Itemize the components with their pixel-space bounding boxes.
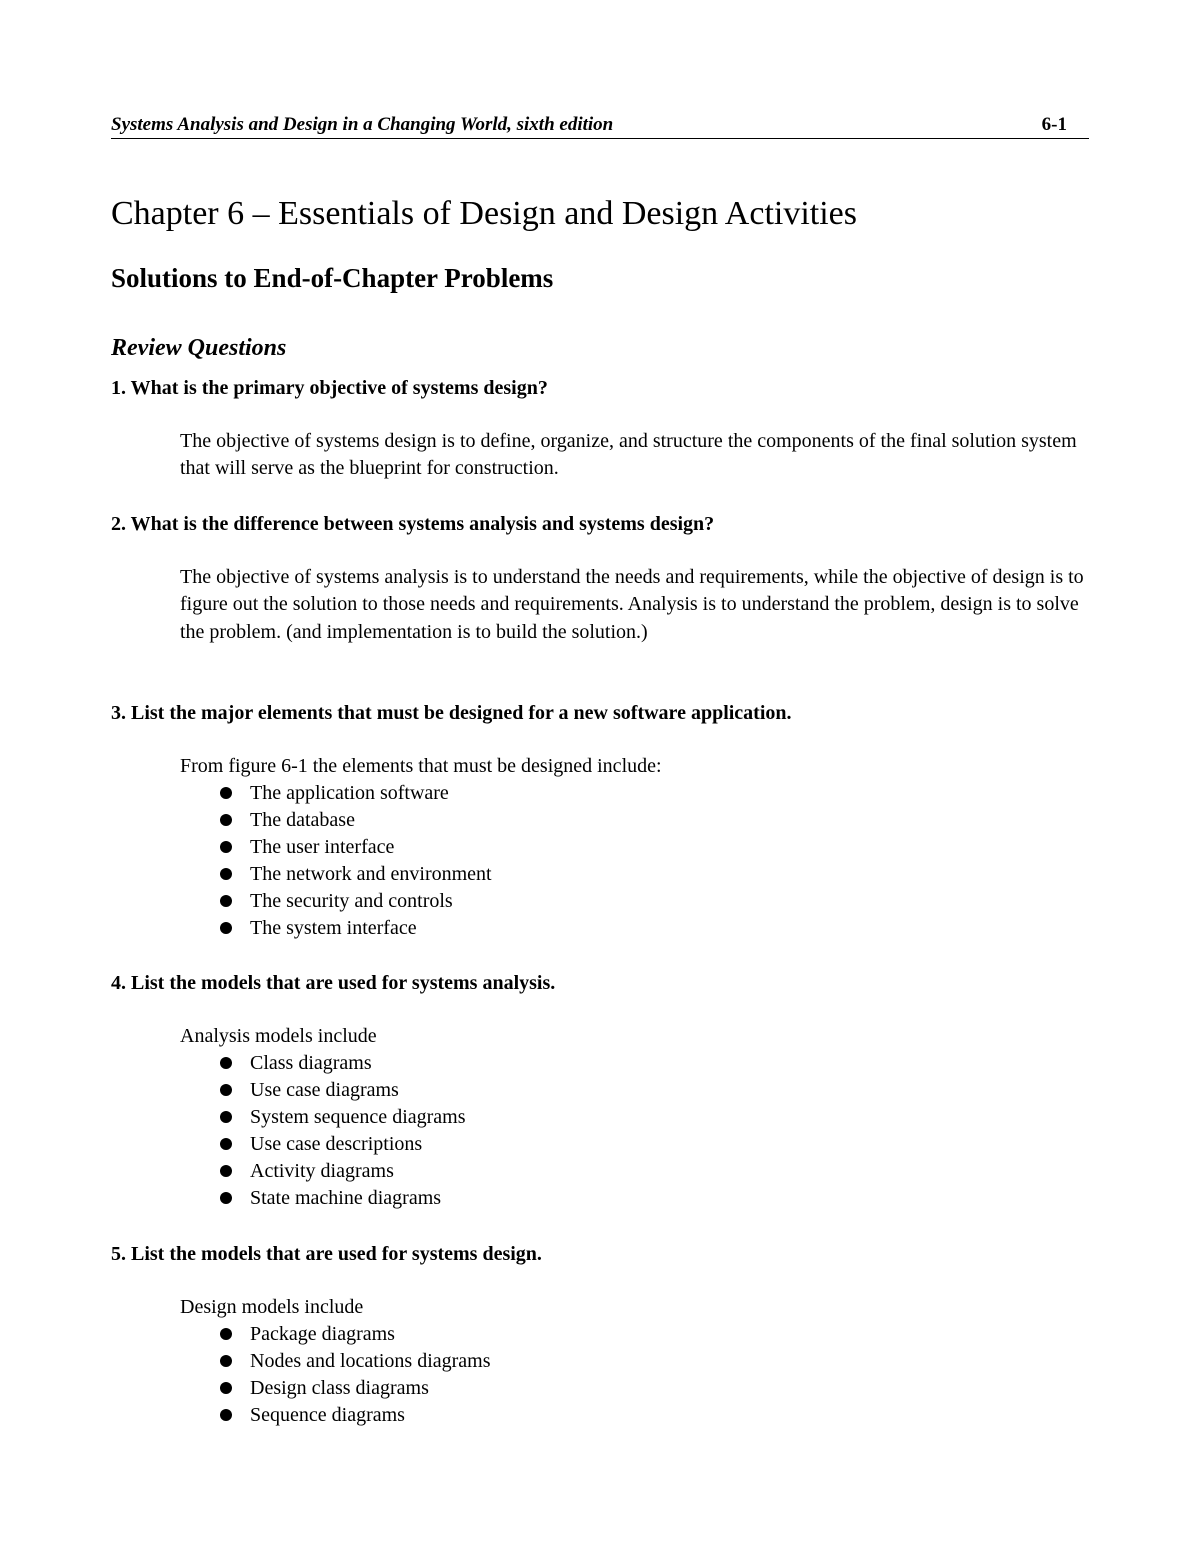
list-item-text: Package diagrams: [250, 1323, 395, 1345]
header-title: Systems Analysis and Design in a Changing World, sixth edition: [111, 114, 614, 135]
list-item-text: The database: [250, 809, 355, 831]
list-item: [216, 834, 492, 861]
bullet-icon: [220, 1111, 232, 1123]
list-item: [216, 807, 492, 834]
question-1: 1. What is the primary objective of systems design?: [111, 377, 548, 399]
bullet-icon: [220, 814, 232, 826]
bullet-icon: [220, 1084, 232, 1096]
list-item: [216, 780, 492, 807]
list-item-text: Use case descriptions: [250, 1133, 423, 1155]
bullet-icon: [220, 922, 232, 934]
bullet-icon: [220, 787, 232, 799]
question-3-intro: From figure 6-1 the elements that must be designed include:: [180, 755, 662, 777]
bullet-icon: [220, 1138, 232, 1150]
bullet-icon: [220, 1382, 232, 1394]
question-4: 4. List the models that are used for systems analysis.: [111, 972, 556, 994]
bullet-icon: [220, 1328, 232, 1340]
list-item: [216, 861, 492, 888]
list-item: [216, 1375, 491, 1402]
list-item: [216, 1158, 466, 1185]
list-item-text: The security and controls: [250, 890, 453, 912]
section-title: Review Questions: [111, 335, 287, 361]
list-item: [216, 915, 492, 942]
list-item: [216, 1077, 466, 1104]
list-item: [216, 1402, 491, 1429]
list-item: [216, 1050, 466, 1077]
question-4-intro: Analysis models include: [180, 1025, 377, 1047]
question-4-list: [216, 1050, 466, 1212]
running-header: [111, 112, 1089, 139]
list-item-text: The user interface: [250, 836, 395, 858]
answer-1: The objective of systems design is to define, organize, and structure the components of the final solution system that will serve as the blueprint for construction.: [180, 430, 1077, 480]
list-item-text: Nodes and locations diagrams: [250, 1350, 491, 1372]
list-item-text: Class diagrams: [250, 1052, 372, 1074]
list-item: [216, 1185, 466, 1212]
bullet-icon: [220, 1165, 232, 1177]
chapter-title: Chapter 6 – Essentials of Design and Design Activities: [111, 195, 857, 232]
list-item-text: The system interface: [250, 917, 417, 939]
subtitle: Solutions to End-of-Chapter Problems: [111, 263, 554, 293]
answer-2: The objective of systems analysis is to understand the needs and requirements, while the objective of design is to figure out the solution to those needs and requirements. Analysis is to understand the problem, design is to solve the problem. (and implementation is to build the solution.): [180, 566, 1084, 643]
list-item: [216, 1131, 466, 1158]
bullet-icon: [220, 841, 232, 853]
question-5-intro: Design models include: [180, 1296, 364, 1318]
question-2: 2. What is the difference between systems analysis and systems design?: [111, 513, 715, 535]
list-item-text: System sequence diagrams: [250, 1106, 466, 1128]
question-3: 3. List the major elements that must be designed for a new software application.: [111, 702, 792, 724]
bullet-icon: [220, 1409, 232, 1421]
header-page-number: 6-1: [1041, 114, 1067, 135]
list-item-text: Sequence diagrams: [250, 1404, 405, 1426]
bullet-icon: [220, 1192, 232, 1204]
list-item-text: State machine diagrams: [250, 1187, 442, 1209]
bullet-icon: [220, 1057, 232, 1069]
list-item-text: Use case diagrams: [250, 1079, 399, 1101]
bullet-icon: [220, 868, 232, 880]
list-item: [216, 1321, 491, 1348]
question-5-list: [216, 1321, 491, 1429]
bullet-icon: [220, 895, 232, 907]
bullet-icon: [220, 1355, 232, 1367]
list-item: [216, 888, 492, 915]
list-item-text: The application software: [250, 782, 449, 804]
list-item-text: Activity diagrams: [250, 1160, 394, 1182]
question-5: 5. List the models that are used for systems design.: [111, 1243, 542, 1265]
list-item: [216, 1348, 491, 1375]
list-item-text: Design class diagrams: [250, 1377, 429, 1399]
list-item-text: The network and environment: [250, 863, 492, 885]
question-3-list: [216, 780, 492, 942]
list-item: [216, 1104, 466, 1131]
